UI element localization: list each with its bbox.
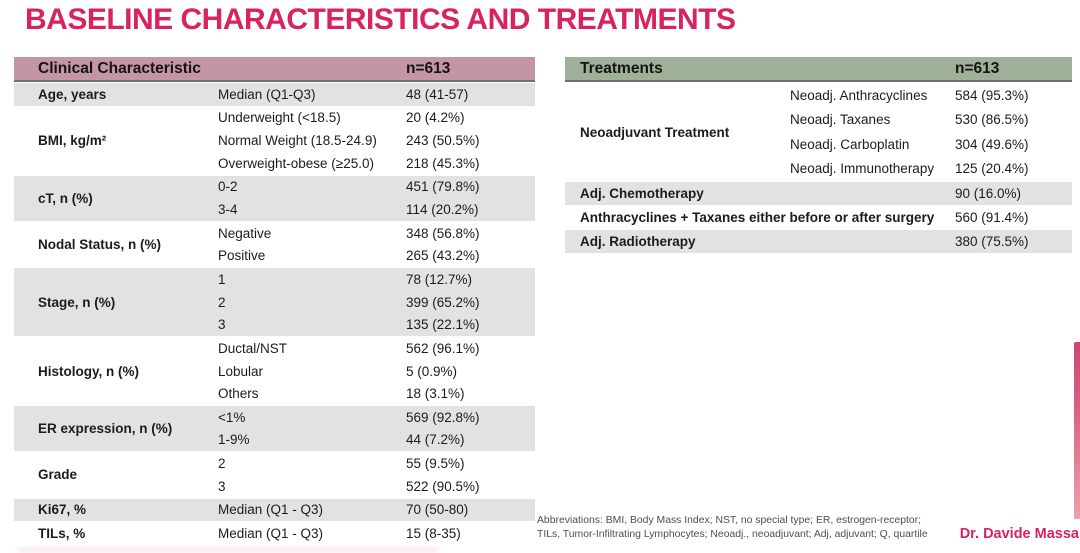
table-row <box>790 157 1072 182</box>
table-row <box>218 337 535 360</box>
row-label: Anthracyclines + Taxanes either before or after surgery <box>580 210 935 225</box>
table-group-stage <box>14 268 535 336</box>
row-value: 304 (49.6%) <box>955 136 1029 152</box>
row-value: 15 (8-35) <box>406 525 461 541</box>
row-subcategory: Lobular <box>218 363 264 379</box>
table-row <box>218 313 535 336</box>
row-label: ER expression, n (%) <box>38 421 173 437</box>
table-group-er-expression <box>14 406 535 451</box>
row-label: Stage, n (%) <box>38 294 116 310</box>
bottom-edge-artifact <box>18 548 438 552</box>
table-row <box>218 222 535 245</box>
row-value: 44 (7.2%) <box>406 432 465 448</box>
table-row <box>218 452 535 475</box>
row-label: Age, years <box>38 86 107 102</box>
row-label: Neoadjuvant Treatment <box>580 124 730 140</box>
row-label: BMI, kg/m² <box>38 133 107 149</box>
row-value: 135 (22.1%) <box>406 317 480 333</box>
row-value: 125 (20.4%) <box>955 161 1029 177</box>
row-subcategory: Median (Q1 - Q3) <box>218 502 324 518</box>
treatments-table-header <box>565 57 1072 82</box>
table-row <box>218 291 535 314</box>
row-value: 562 (96.1%) <box>406 340 480 356</box>
row-label: Adj. Chemotherapy <box>580 186 704 201</box>
row-value: 218 (45.3%) <box>406 155 480 171</box>
table-group-tils <box>14 522 535 545</box>
row-subcategory: 3-4 <box>218 202 238 218</box>
table-row <box>218 268 535 291</box>
row-subcategory: Median (Q1 - Q3) <box>218 525 324 541</box>
treatments-table-header-label: Treatments <box>580 59 663 77</box>
table-row <box>218 129 535 152</box>
treatments-table <box>565 57 1072 253</box>
table-row <box>790 83 1072 108</box>
row-value: 20 (4.2%) <box>406 110 465 126</box>
table-row <box>790 132 1072 157</box>
row-subcategory: Overweight-obese (≥25.0) <box>218 155 374 171</box>
row-value: 5 (0.9%) <box>406 363 458 379</box>
row-subcategory: 3 <box>218 478 226 494</box>
table-row <box>218 475 535 498</box>
row-label: TILs, % <box>38 525 86 541</box>
abbreviations-footnote <box>537 514 928 541</box>
table-row <box>218 198 535 221</box>
row-subcategory: Neoadj. Anthracyclines <box>790 87 928 103</box>
row-subcategory: Neoadj. Immunotherapy <box>790 161 935 177</box>
table-group-age <box>14 83 535 106</box>
row-value: 243 (50.5%) <box>406 133 480 149</box>
row-label: Nodal Status, n (%) <box>38 236 162 252</box>
table-group-grade <box>14 452 535 497</box>
row-subcategory: 1 <box>218 271 226 287</box>
row-value: 265 (43.2%) <box>406 248 480 264</box>
table-group-histology <box>14 337 535 405</box>
row-value: 90 (16.0%) <box>955 186 1022 201</box>
row-value: 78 (12.7%) <box>406 271 473 287</box>
row-subcategory: 0-2 <box>218 179 238 195</box>
presenter-credit: Dr. Davide Massa <box>959 526 1079 542</box>
clinical-table-header-label: Clinical Characteristic <box>38 59 201 77</box>
row-value: 569 (92.8%) <box>406 409 480 425</box>
row-label: Adj. Radiotherapy <box>580 234 696 249</box>
table-row <box>218 176 535 199</box>
row-subcategory: 2 <box>218 294 226 310</box>
row-subcategory: 2 <box>218 456 226 472</box>
row-subcategory: Median (Q1-Q3) <box>218 86 316 102</box>
table-row-adj-radiotherapy <box>565 230 1072 253</box>
row-label: Ki67, % <box>38 502 87 518</box>
table-row <box>218 406 535 429</box>
row-subcategory: Others <box>218 386 259 402</box>
row-value: 48 (41-57) <box>406 86 469 102</box>
table-row <box>218 83 535 106</box>
row-label: Grade <box>38 467 78 483</box>
clinical-characteristics-table <box>14 57 535 545</box>
table-group-ct <box>14 176 535 221</box>
row-subcategory: Negative <box>218 225 272 241</box>
row-subcategory: 1-9% <box>218 432 250 448</box>
table-row <box>218 382 535 405</box>
row-value: 522 (90.5%) <box>406 478 480 494</box>
row-value: 114 (20.2%) <box>406 202 479 218</box>
row-value: 530 (86.5%) <box>955 112 1029 128</box>
footnote-line-1: Abbreviations: BMI, Body Mass Index; NST, no special type; ER, estrogen-receptor; <box>537 515 922 526</box>
table-group-nodal-status <box>14 222 535 267</box>
row-value: 560 (91.4%) <box>955 210 1029 225</box>
table-row-anthracyclines-taxanes <box>565 206 1072 229</box>
row-value: 380 (75.5%) <box>955 234 1029 249</box>
table-group-ki67 <box>14 499 535 522</box>
row-value: 55 (9.5%) <box>406 456 465 472</box>
table-row-adj-chemotherapy <box>565 182 1072 205</box>
row-label: Histology, n (%) <box>38 363 139 379</box>
row-subcategory: Underweight (<18.5) <box>218 110 341 126</box>
row-subcategory: 3 <box>218 317 226 333</box>
table-group-bmi <box>14 107 535 175</box>
row-label: cT, n (%) <box>38 190 93 206</box>
table-row <box>218 429 535 452</box>
row-subcategory: <1% <box>218 409 246 425</box>
row-subcategory: Ductal/NST <box>218 340 288 356</box>
row-value: 348 (56.8%) <box>406 225 480 241</box>
row-subcategory: Neoadj. Taxanes <box>790 112 891 128</box>
row-value: 18 (3.1%) <box>406 386 465 402</box>
table-group-neoadjuvant-treatment <box>565 83 1072 181</box>
table-row <box>218 244 535 267</box>
clinical-table-header <box>14 57 535 82</box>
clinical-table-header-n: n=613 <box>406 59 451 77</box>
row-subcategory: Positive <box>218 248 266 264</box>
table-row <box>218 107 535 130</box>
footnote-line-2: TILs, Tumor-Infiltrating Lymphocytes; Neoadj., neoadjuvant; Adj, adjuvant; Q, quartile <box>537 528 928 540</box>
ribbon-graphic <box>1074 342 1080 519</box>
table-row <box>218 360 535 383</box>
row-value: 451 (79.8%) <box>406 179 480 195</box>
row-value: 584 (95.3%) <box>955 87 1029 103</box>
slide-title: BASELINE CHARACTERISTICS AND TREATMENTS <box>25 3 736 36</box>
table-row <box>218 499 535 522</box>
row-subcategory: Normal Weight (18.5-24.9) <box>218 133 377 149</box>
row-value: 70 (50-80) <box>406 502 469 518</box>
table-row <box>790 108 1072 133</box>
table-row <box>218 522 535 545</box>
table-row <box>218 152 535 175</box>
row-subcategory: Neoadj. Carboplatin <box>790 136 910 152</box>
row-value: 399 (65.2%) <box>406 294 480 310</box>
treatments-table-header-n: n=613 <box>955 59 1000 77</box>
